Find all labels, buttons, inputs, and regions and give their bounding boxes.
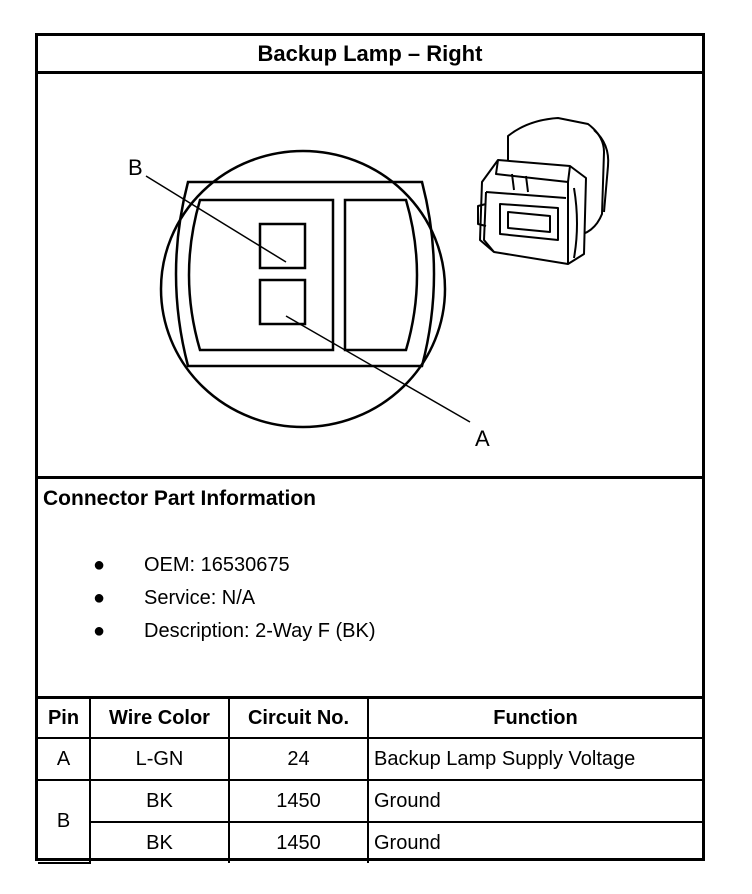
cell-function: Ground <box>368 822 702 863</box>
cell-wire-color: L-GN <box>90 738 229 780</box>
bullet-icon: ● <box>93 620 106 642</box>
diagram-title: Backup Lamp – Right <box>38 36 702 74</box>
connector-drawing <box>38 74 702 479</box>
cell-wire-color: BK <box>90 822 229 863</box>
connector-diagram-frame <box>35 33 705 861</box>
callout-a: A <box>475 426 490 451</box>
connector-cavity-right <box>345 200 417 350</box>
oem-part-number: OEM: 16530675 <box>144 554 290 576</box>
connector-cavity-left <box>189 200 333 350</box>
cell-function: Ground <box>368 780 702 822</box>
connector-part-information <box>38 479 702 699</box>
table-row <box>38 738 702 780</box>
connector-housing-outline <box>176 182 434 366</box>
service-part-number: Service: N/A <box>144 587 256 609</box>
connector-info-item <box>38 549 376 582</box>
header-function: Function <box>368 699 702 738</box>
table-row <box>38 822 702 863</box>
callout-b: B <box>128 155 143 180</box>
table-row <box>38 780 702 822</box>
cell-function: Backup Lamp Supply Voltage <box>368 738 702 780</box>
pin-table <box>38 699 702 864</box>
bullet-icon: ● <box>93 554 106 576</box>
cell-circuit-no: 24 <box>229 738 368 780</box>
connector-description: Description: 2-Way F (BK) <box>144 620 376 642</box>
cell-pin: A <box>38 738 90 780</box>
terminal-a <box>260 280 305 324</box>
pin-table-header-row <box>38 699 702 738</box>
connector-info-list <box>38 549 376 648</box>
cell-pin: B <box>38 780 90 863</box>
connector-figure <box>38 74 702 479</box>
bullet-icon: ● <box>93 587 106 609</box>
cell-circuit-no: 1450 <box>229 780 368 822</box>
terminal-b <box>260 224 305 268</box>
header-pin: Pin <box>38 699 90 738</box>
connector-info-item <box>38 582 376 615</box>
connector-info-item <box>38 615 376 648</box>
connector-3d-view <box>478 118 608 264</box>
header-circuit-no: Circuit No. <box>229 699 368 738</box>
connector-info-heading: Connector Part Information <box>43 487 317 510</box>
cell-circuit-no: 1450 <box>229 822 368 863</box>
header-wire-color: Wire Color <box>90 699 229 738</box>
cell-wire-color: BK <box>90 780 229 822</box>
